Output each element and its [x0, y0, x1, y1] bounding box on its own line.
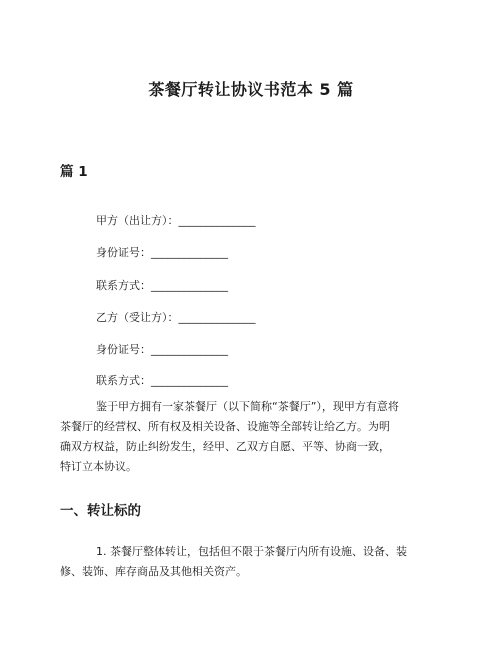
seller-contact-field: 联系方式：______________ [96, 279, 228, 292]
clause-paragraph [60, 542, 445, 582]
article-heading: 一、转让标的 [60, 503, 141, 519]
buyer-contact-field: 联系方式：______________ [96, 374, 228, 387]
paragraph-line: 修、装饰、库存商品及其他相关资产。 [60, 565, 247, 578]
buyer-name-field: 乙方（受让方）：______________ [96, 311, 256, 324]
section-heading: 篇 1 [60, 164, 88, 180]
preamble-paragraph [60, 397, 445, 477]
paragraph-line: 1. 茶餐厅整体转让，包括但不限于茶餐厅内所有设施、设备、装 [96, 545, 407, 558]
seller-name-field: 甲方（出让方）：______________ [96, 214, 256, 227]
seller-id-field: 身份证号：______________ [96, 246, 228, 259]
paragraph-line: 鉴于甲方拥有一家茶餐厅（以下简称“茶餐厅”），现甲方有意将 [96, 400, 399, 413]
document-title: 茶餐厅转让协议书范本 5 篇 [148, 80, 354, 99]
paragraph-line: 特订立本协议。 [60, 460, 137, 473]
buyer-id-field: 身份证号：______________ [96, 343, 228, 356]
paragraph-line: 确双方权益，防止纠纷发生，经甲、乙双方自愿、平等、协商一致， [60, 440, 390, 453]
paragraph-line: 茶餐厅的经营权、所有权及相关设备、设施等全部转让给乙方。为明 [60, 420, 390, 433]
